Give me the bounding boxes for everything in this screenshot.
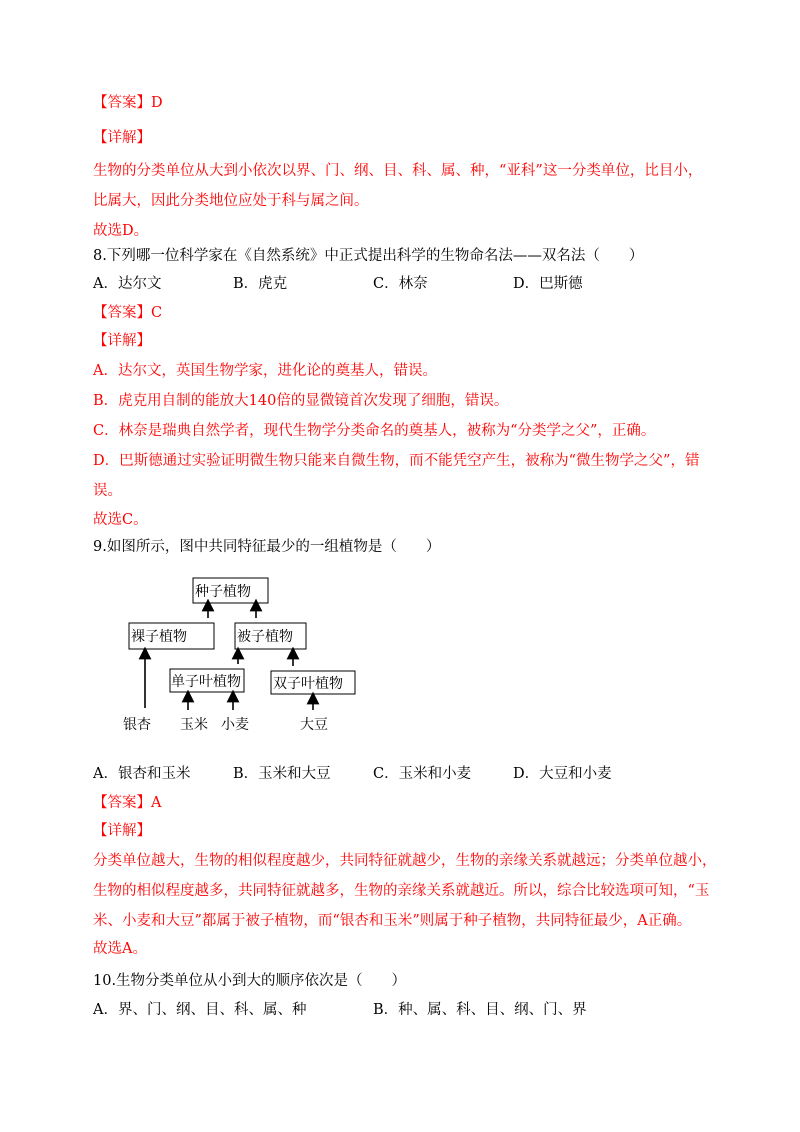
q8-detail-line: B．虎克用自制的能放大140倍的显微镜首次发现了细胞，错误。 xyxy=(93,393,509,409)
q8-question: 8.下列哪一位科学家在《自然系统》中正式提出科学的生物命名法——双名法（ ） xyxy=(93,248,644,264)
q9-detail-line: 故选A。 xyxy=(93,941,147,957)
dicot-label: 双子叶植物 xyxy=(273,676,343,692)
answer-label: 【答案】 xyxy=(93,305,151,321)
q9-detail-line: 米、小麦和大豆”都属于被子植物，而“银杏和玉米”则属于种子植物，共同特征最少，A正确。 xyxy=(93,913,692,929)
q9-detail-line: 分类单位越大，生物的相似程度越少，共同特征就越少，生物的亲缘关系就越远；分类单位越小， xyxy=(93,853,717,869)
wheat-label: 小麦 xyxy=(221,717,249,733)
q8-detail-line: D．巴斯德通过实验证明微生物只能来自微生物，而不能凭空产生，被称为“微生物学之父”，错 xyxy=(93,453,700,469)
q8-detail-line: 误。 xyxy=(93,483,122,499)
q10-option-a: A．界、门、纲、目、科、属、种 xyxy=(93,1002,307,1018)
angiosperm-label: 被子植物 xyxy=(237,629,293,645)
q8-detail-line: 故选C。 xyxy=(93,512,148,528)
answer-value: D xyxy=(151,95,163,111)
q7-detail-line: 故选D。 xyxy=(93,223,149,239)
q9-question: 9.如图所示，图中共同特征最少的一组植物是（ ） xyxy=(93,539,441,555)
gymnosperm-label: 裸子植物 xyxy=(131,629,187,645)
seed-plant-label: 种子植物 xyxy=(195,584,251,600)
q7-detail-line: 比属大，因此分类地位应处于科与属之间。 xyxy=(93,193,369,209)
q9-detail-line: 生物的相似程度越多，共同特征就越多，生物的亲缘关系就越近。所以，综合比较选项可知，“玉 xyxy=(93,883,710,899)
q9-detail-label: 【详解】 xyxy=(93,823,151,839)
ginkgo-label: 银杏 xyxy=(123,717,151,733)
q9-option-c: C．玉米和小麦 xyxy=(373,766,472,782)
q8-option-b: B．虎克 xyxy=(233,276,288,292)
q10-option-b: B．种、属、科、目、纲、门、界 xyxy=(373,1002,587,1018)
answer-label: 【答案】 xyxy=(93,95,151,111)
soybean-label: 大豆 xyxy=(300,717,328,733)
q8-detail-line: A．达尔文，英国生物学家，进化论的奠基人，错误。 xyxy=(93,363,437,379)
answer-label: 【答案】 xyxy=(93,795,151,811)
q8-option-a: A．达尔文 xyxy=(93,276,162,292)
corn-label: 玉米 xyxy=(180,717,208,733)
monocot-label: 单子叶植物 xyxy=(171,674,241,690)
q7-detail-line: 生物的分类单位从大到小依次以界、门、纲、目、科、属、种，“亚科”这一分类单位，比目小， xyxy=(93,163,703,179)
q8-detail-label: 【详解】 xyxy=(93,333,151,349)
q7-detail-label: 【详解】 xyxy=(93,130,151,146)
q8-detail-line: C．林奈是瑞典自然学者，现代生物学分类命名的奠基人，被称为“分类学之父”，正确。 xyxy=(93,423,656,439)
q8-option-d: D．巴斯德 xyxy=(513,276,583,292)
q9-option-d: D．大豆和小麦 xyxy=(513,766,612,782)
q8-option-c: C．林奈 xyxy=(373,276,428,292)
q10-question: 10.生物分类单位从小到大的顺序依次是（ ） xyxy=(93,973,407,989)
answer-value: C xyxy=(151,305,163,321)
q9-option-b: B．玉米和大豆 xyxy=(233,766,331,782)
q9-option-a: A．银杏和玉米 xyxy=(93,766,191,782)
answer-value: A xyxy=(151,795,162,811)
q9-answer xyxy=(93,793,161,813)
